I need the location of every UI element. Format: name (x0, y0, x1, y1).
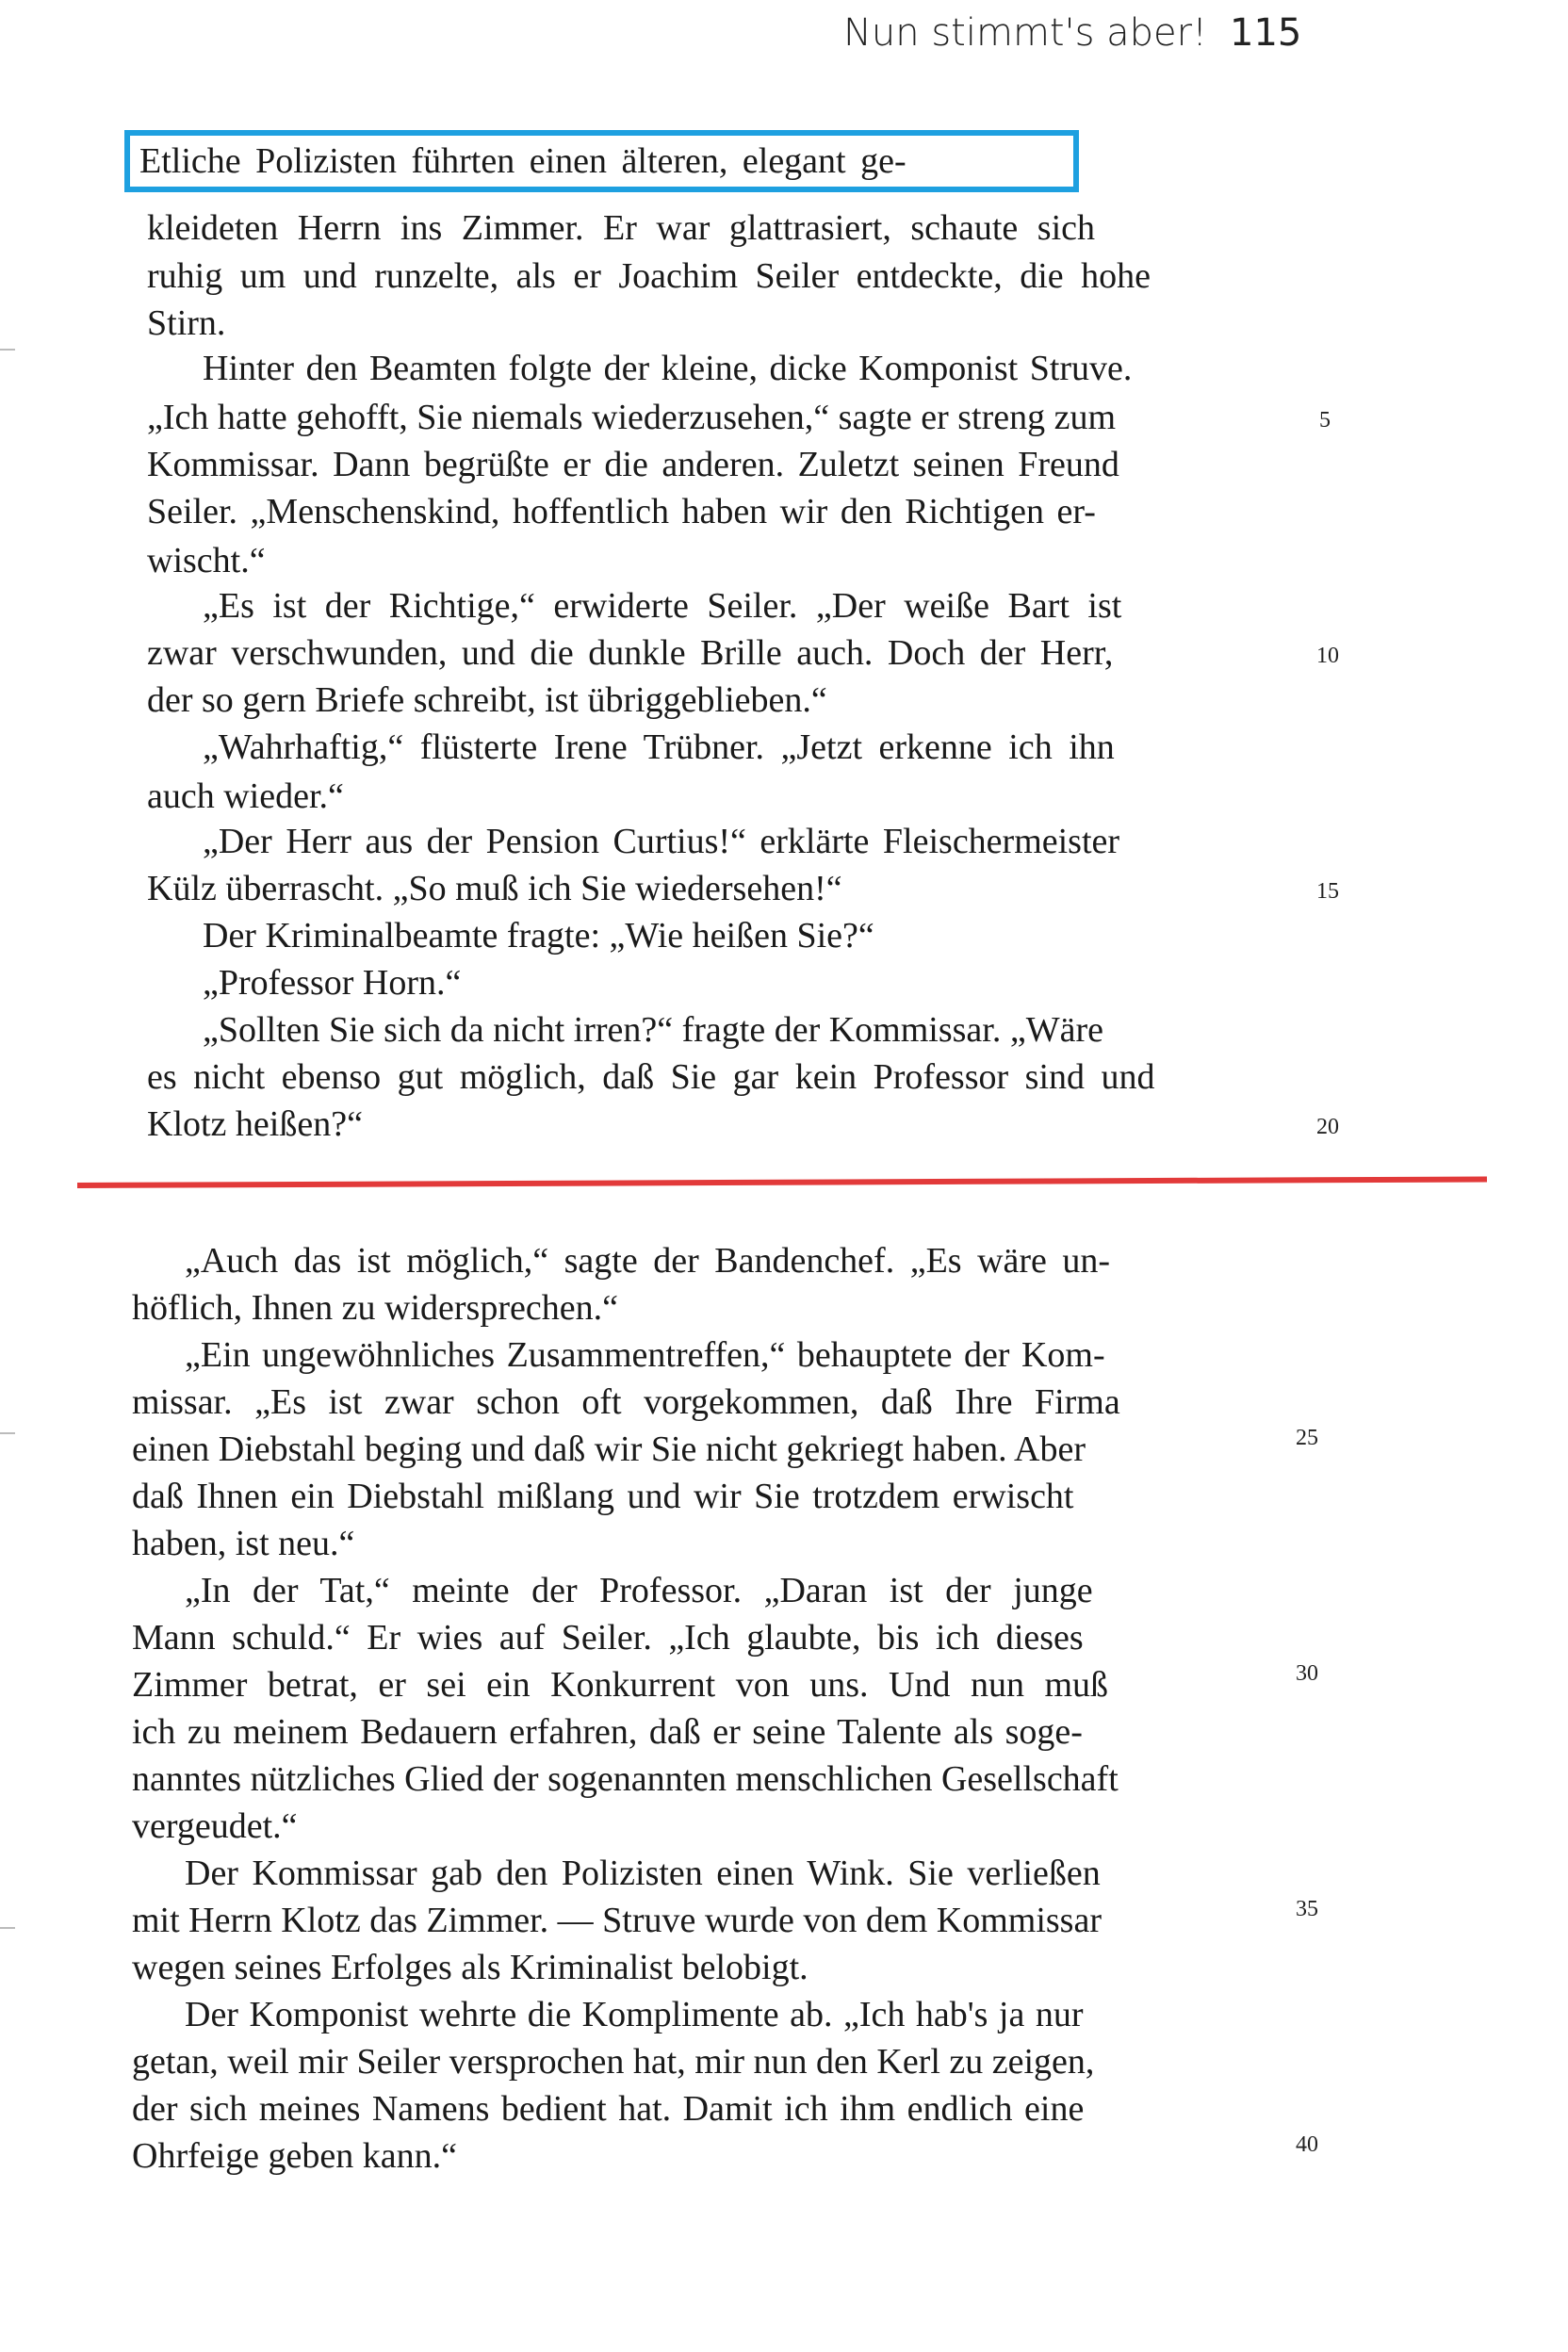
text-line: Kommissar. Dann begrüßte er die anderen. Zuletzt seinen Freund (147, 445, 1119, 484)
text-line: wischt.“ (147, 541, 266, 580)
text-line: daß Ihnen ein Diebstahl mißlang und wir Sie trotzdem erwischt (132, 1477, 1074, 1516)
text-line: Der Kommissar gab den Polizisten einen Wink. Sie verließen (185, 1854, 1101, 1893)
text-line: haben, ist neu.“ (132, 1524, 355, 1563)
text-line: kleideten Herrn ins Zimmer. Er war glattrasiert, schaute sich (147, 208, 1096, 248)
page-number: 115 (1230, 11, 1302, 55)
text-line: Der Kriminalbeamte fragte: „Wie heißen Sie?“ (203, 916, 874, 956)
text-line: Seiler. „Menschenskind, hoffentlich haben wir den Richtigen er- (147, 492, 1096, 531)
text-line: „Ich hatte gehofft, Sie niemals wiederzusehen,“ sagte er streng zum (147, 398, 1117, 437)
line-number: 40 (1296, 2132, 1318, 2157)
text-line: Külz überrascht. „So muß ich Sie wiedersehen!“ (147, 869, 842, 908)
text-line: Hinter den Beamten folgte der kleine, dicke Komponist Struve. (203, 349, 1133, 388)
text-line: Stirn. (147, 303, 226, 343)
text-line: auch wieder.“ (147, 776, 344, 816)
text-line: der sich meines Namens bedient hat. Damit ich ihm endlich eine (132, 2089, 1085, 2129)
margin-mark (0, 349, 15, 351)
text-line: „Ein ungewöhnliches Zusammentreffen,“ behauptete der Kom- (185, 1335, 1105, 1375)
text-line: „Der Herr aus der Pension Curtius!“ erklärte Fleischermeister (203, 822, 1120, 861)
divider-line (77, 1176, 1487, 1188)
text-line: es nicht ebenso gut möglich, daß Sie gar kein Professor sind und (147, 1057, 1155, 1097)
text-line: Ohrfeige geben kann.“ (132, 2136, 458, 2176)
line-number: 25 (1296, 1426, 1318, 1450)
text-line: höflich, Ihnen zu widersprechen.“ (132, 1288, 618, 1328)
text-line: Etliche Polizisten führten einen älteren, elegant ge- (139, 141, 906, 181)
text-line: Mann schuld.“ Er wies auf Seiler. „Ich glaubte, bis ich dieses (132, 1618, 1084, 1658)
line-number: 20 (1316, 1115, 1339, 1139)
text-line: missar. „Es ist zwar schon oft vorgekommen, daß Ihre Firma (132, 1382, 1120, 1422)
text-line: der so gern Briefe schreibt, ist übriggeblieben.“ (147, 680, 827, 720)
text-line: „Es ist der Richtige,“ erwiderte Seiler. „Der weiße Bart ist (203, 586, 1122, 626)
line-number: 35 (1296, 1897, 1318, 1921)
line-number: 5 (1319, 408, 1331, 433)
text-line: „Professor Horn.“ (203, 963, 462, 1003)
text-line: ruhig um und runzelte, als er Joachim Seiler entdeckte, die hohe (147, 256, 1152, 296)
text-line: Klotz heißen?“ (147, 1104, 363, 1144)
text-line: vergeudet.“ (132, 1806, 298, 1846)
line-number: 15 (1316, 879, 1339, 904)
margin-mark (0, 1432, 15, 1434)
page-header (843, 11, 1302, 55)
line-number: 10 (1316, 644, 1339, 668)
text-line: ich zu meinem Bedauern erfahren, daß er seine Talente als soge- (132, 1712, 1083, 1752)
text-line: „Wahrhaftig,“ flüsterte Irene Trübner. „Jetzt erkenne ich ihn (203, 727, 1115, 767)
text-line: einen Diebstahl beging und daß wir Sie nicht gekriegt haben. Aber (132, 1429, 1086, 1469)
text-line: Zimmer betrat, er sei ein Konkurrent von uns. Und nun muß (132, 1665, 1109, 1705)
margin-mark (0, 1927, 15, 1929)
text-line: „Sollten Sie sich da nicht irren?“ fragte der Kommissar. „Wäre (203, 1010, 1103, 1050)
text-line: nanntes nützliches Glied der sogenannten menschlichen Gesellschaft (132, 1759, 1119, 1799)
text-line: „In der Tat,“ meinte der Professor. „Daran ist der junge (185, 1571, 1093, 1610)
text-line: zwar verschwunden, und die dunkle Brille auch. Doch der Herr, (147, 633, 1114, 673)
running-title: Nun stimmt's aber! (843, 11, 1208, 55)
text-line: Der Komponist wehrte die Komplimente ab. „Ich hab's ja nur (185, 1995, 1084, 2034)
line-number: 30 (1296, 1661, 1318, 1686)
text-line: mit Herrn Klotz das Zimmer. — Struve wurde von dem Kommissar (132, 1901, 1102, 1940)
text-line: „Auch das ist möglich,“ sagte der Bandenchef. „Es wäre un- (185, 1241, 1111, 1281)
text-line: wegen seines Erfolges als Kriminalist belobigt. (132, 1948, 808, 1987)
text-line: getan, weil mir Seiler versprochen hat, mir nun den Kerl zu zeigen, (132, 2042, 1095, 2082)
